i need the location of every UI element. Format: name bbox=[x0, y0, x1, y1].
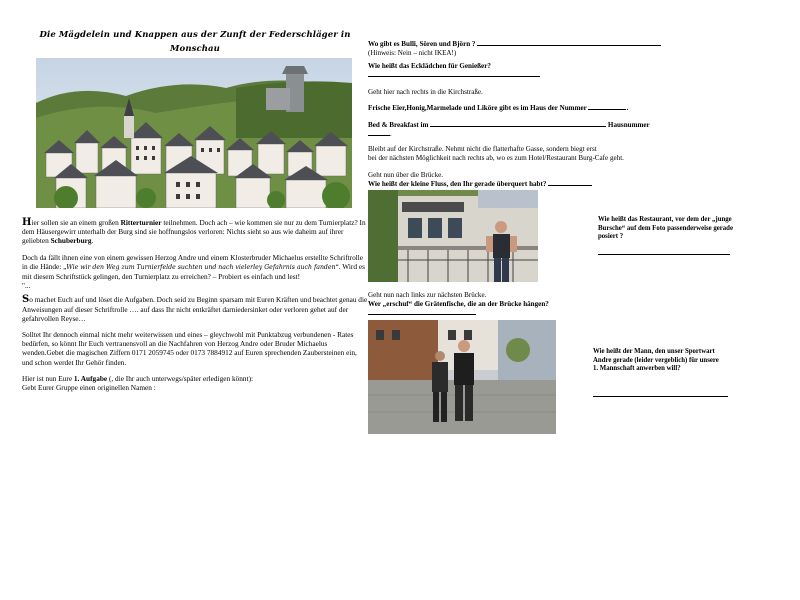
title-line-2: Monschau bbox=[170, 44, 220, 54]
dropcap-s: S bbox=[22, 294, 30, 306]
restaurant-photo bbox=[368, 190, 538, 282]
question-5: Wie heißt der kleine Fluss, den Ihr gerade überquert habt? bbox=[368, 180, 778, 189]
sports-illustration bbox=[368, 320, 556, 434]
question-sportwart: Wie heißt der Mann, den unser Sportwart Andre gerade (leider vergeblich) für unsere 1. Mannschaft anwerben will? bbox=[593, 348, 719, 373]
tasks-paragraph: So machet Euch auf und löset die Aufgaben. Doch seid zu Beginn sparsam mit Euren Kräften und beachtet genau die Anweisungen auf dieser Schriftrolle …. auf dass Ihr nicht entkräftet darniedersinket oder verloren gehet auf der gefahrvollen Reyse… bbox=[22, 294, 368, 323]
scroll-paragraph: Doch da fällt ihnen eine von einem gewissen Herzog Andre und einem Klosterbruder Michaelus erstellte Schriftrolle in die Hände: „Wie wir den Weg zum Turnierfelde suchten und nach vielerley Gefahrnis auch fanden“. Wird es mit diesem Schriftstück gelingen, den Turnierplatz zu erreichen? – Probiert es einfach und lest! "... bbox=[22, 252, 365, 291]
dropcap-h: H bbox=[22, 217, 32, 228]
answer-line-1[interactable] bbox=[477, 45, 661, 46]
answer-line-3[interactable] bbox=[588, 109, 626, 110]
direction-4: Geht nun nach links zur nächsten Brücke. Wer „erschuf“ die Grätenfische, die an der Brücke hängen? bbox=[368, 291, 768, 318]
title-line-1: Die Mägdelein und Knappen aus der Zunft der Federschläger in bbox=[39, 30, 351, 40]
direction-1: Geht hier nach rechts in die Kirchstraße. bbox=[368, 88, 483, 96]
direction-2: Bleibt auf der Kirchstraße. Nehmt nicht die flatterhafte Gasse, sondern biegt erst bei der nächsten Möglichkeit nach rechts ab, wo es zum Hotel/Restaurant Burg-Cafe geht. bbox=[368, 145, 624, 162]
answer-line-sportwart[interactable] bbox=[593, 396, 728, 397]
answer-line-2[interactable] bbox=[368, 76, 540, 77]
answer-line-4a[interactable] bbox=[430, 126, 606, 127]
question-4: Bed & Breakfast im Hausnummer . bbox=[368, 121, 650, 138]
task-1-paragraph: Hier ist nun Eure 1. Aufgabe (, die Ihr auch unterwegs/später erledigen könnt): Gebt Eurer Gruppe einen originellen Namen : bbox=[22, 373, 254, 393]
sports-photo bbox=[368, 320, 556, 434]
answer-line-5[interactable] bbox=[548, 185, 592, 186]
question-2: Wie heißt das Ecklädchen für Genießer? bbox=[368, 62, 778, 80]
answer-line-4b[interactable] bbox=[368, 135, 390, 136]
left-column bbox=[22, 28, 368, 392]
question-3: Frische Eier,Honig,Marmelade und Liköre gibt es im Haus der Nummer . bbox=[368, 104, 629, 112]
town-illustration bbox=[36, 58, 352, 208]
direction-3: Geht nun über die Brücke. bbox=[368, 171, 444, 179]
restaurant-illustration bbox=[368, 190, 538, 282]
answer-line-6[interactable] bbox=[368, 314, 476, 315]
intro-paragraph: Hier sollen sie an einem großen Ritterturnier teilnehmen. Doch ach – wie kommen sie nur zu dem Turnierplatz? In dem Häusergewirr unterhalb der Burg sind sie hoffnungslos verloren: Nichts sieht so aus wie daheim auf ihrer geliebten Schuberburg. bbox=[22, 217, 366, 246]
answer-line-restaurant[interactable] bbox=[598, 254, 730, 255]
question-restaurant: Wie heißt das Restaurant, vor dem der „junge Bursche“ auf dem Foto passenderweise gerade posiert ? bbox=[598, 216, 733, 241]
monschau-town-photo bbox=[36, 58, 352, 208]
page-title bbox=[22, 28, 368, 56]
right-column bbox=[368, 40, 778, 373]
question-1: Wo gibt es Bulli, Sören und Björn ? (Hinweis: Nein – nicht IKEA!) bbox=[368, 40, 778, 58]
help-paragraph: Solltet Ihr dennoch einmal nicht mehr weiterwissen und eines – gleychwohl mit Punktabzug verbundenen - Rates bedürfen, so könnt Ihr Euch vertrauensvoll an die Nachfahren von Herzog Andre oder Bruder Michaelus wenden.Gebet die magischen Ziffern 0171 2059745 oder 0173 7884912 auf Euren sprechenden Zaubersteinen ein, und schon werdet Ihr Gehör finden. bbox=[22, 330, 357, 367]
